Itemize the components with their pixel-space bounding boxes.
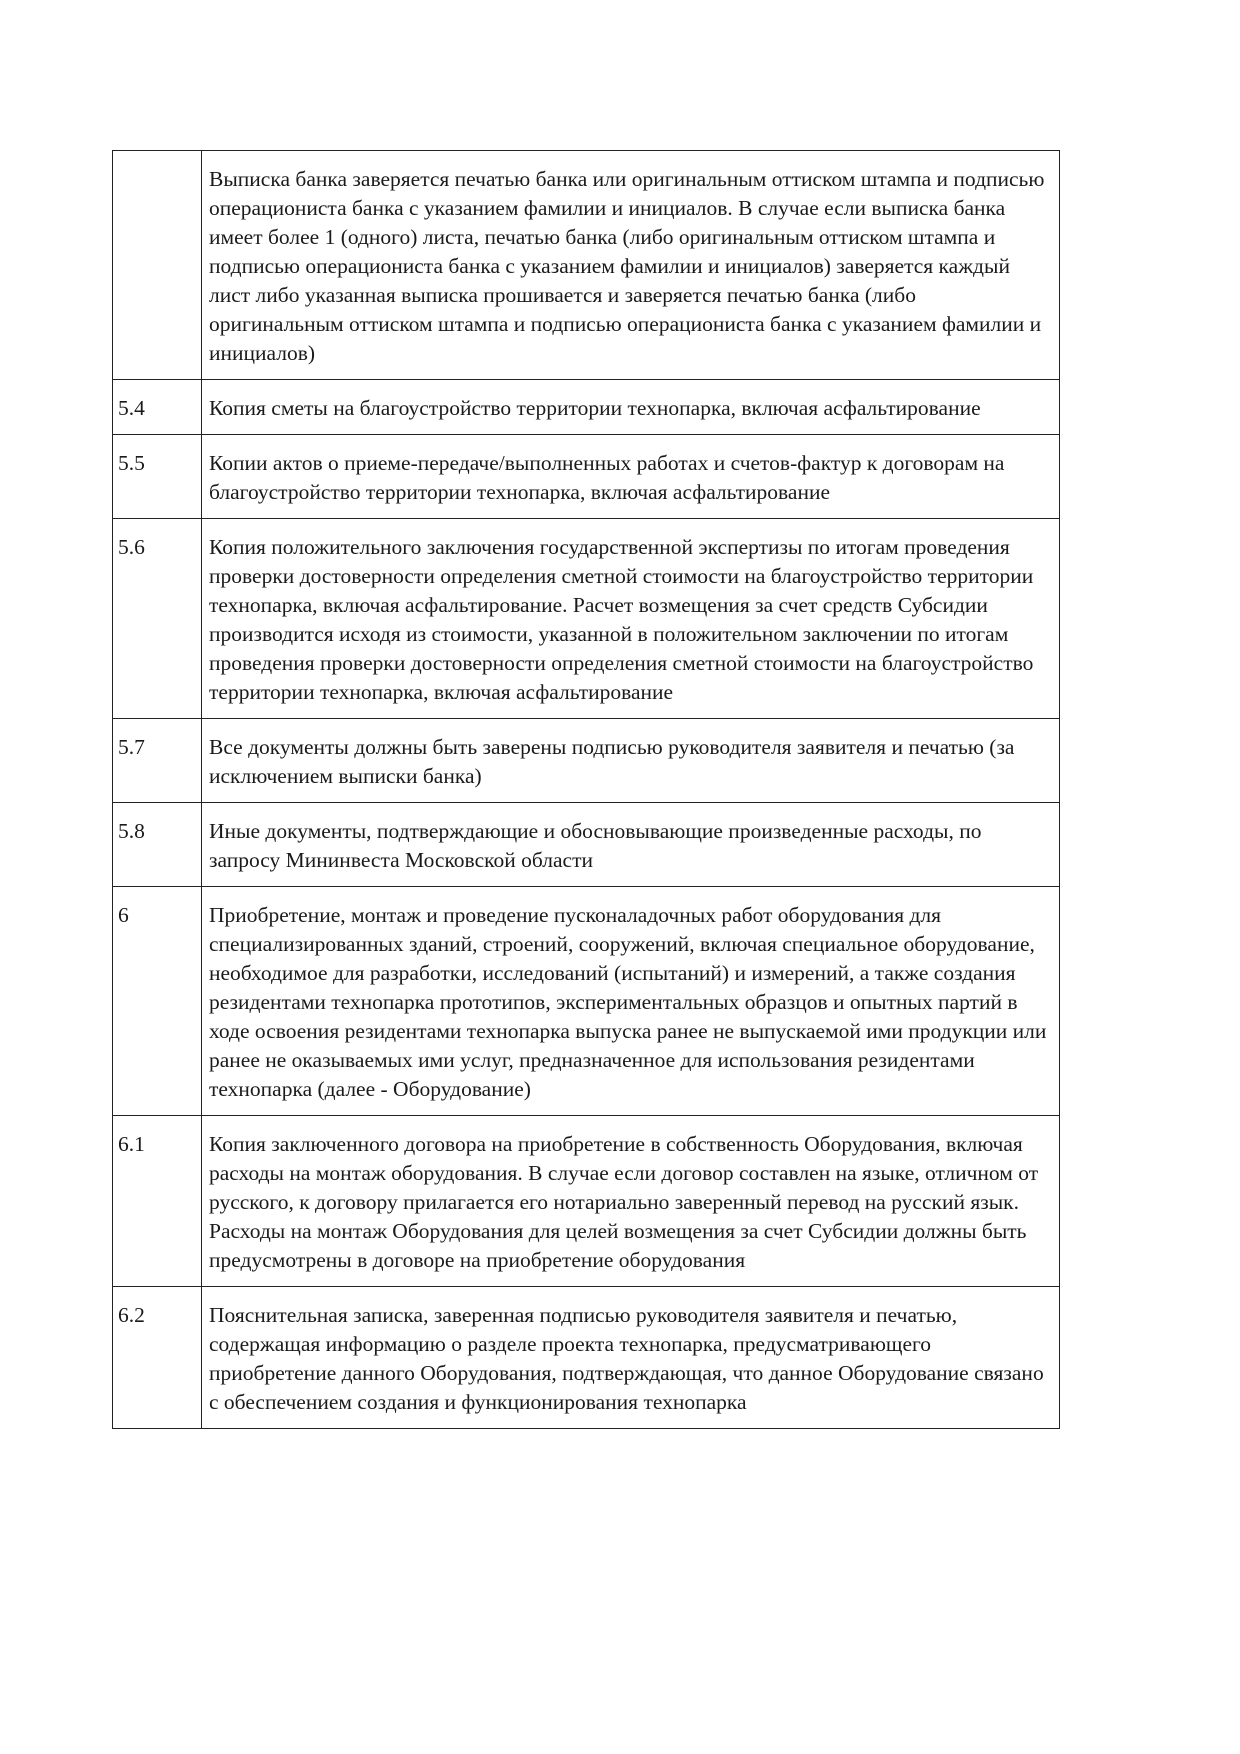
item-number: 5.7 (113, 719, 202, 803)
table-row (113, 719, 1060, 803)
table-row (113, 1116, 1060, 1287)
item-number: 5.8 (113, 803, 202, 887)
documents-table-body (113, 151, 1060, 1429)
item-number: 5.6 (113, 519, 202, 719)
item-description (202, 1287, 1060, 1429)
item-description (202, 435, 1060, 519)
table-row (113, 435, 1060, 519)
item-number: 5.5 (113, 435, 202, 519)
table-row (113, 1287, 1060, 1429)
table-row (113, 380, 1060, 435)
description-paragraph: Копии актов о приеме-передаче/выполненных работах и счетов-фактур к договорам на благоустройство территории технопарка, включая асфальтирование (209, 451, 1005, 504)
table-row (113, 519, 1060, 719)
table-row (113, 151, 1060, 380)
item-number: 5.4 (113, 380, 202, 435)
item-description (202, 151, 1060, 380)
description-paragraph: Выписка банка заверяется печатью банка или оригинальным оттиском штампа и подписью операциониста банка с указанием фамилии и инициалов. В случае если выписка банка имеет более 1 (одного) листа, печатью банка (либо оригинальным оттиском штампа и подписью операциониста банка с указанием фамилии и инициалов) заверяется каждый лист либо указанная выписка прошивается и заверяется печатью банка (либо оригинальным оттиском штампа и подписью операциониста банка с указанием фамилии и инициалов) (209, 167, 1045, 365)
item-number: 6.2 (113, 1287, 202, 1429)
item-description (202, 803, 1060, 887)
description-paragraph: Копия сметы на благоустройство территории технопарка, включая асфальтирование (209, 396, 981, 420)
item-description (202, 887, 1060, 1116)
documents-table (112, 150, 1060, 1429)
description-paragraph: Все документы должны быть заверены подписью руководителя заявителя и печатью (за исключением выписки банка) (209, 735, 1015, 788)
description-paragraph: Иные документы, подтверждающие и обосновывающие произведенные расходы, по запросу Мининвеста Московской области (209, 819, 982, 872)
item-description (202, 519, 1060, 719)
item-number: 6 (113, 887, 202, 1116)
table-row (113, 887, 1060, 1116)
item-description (202, 380, 1060, 435)
table-row (113, 803, 1060, 887)
item-number: 6.1 (113, 1116, 202, 1287)
description-paragraph: Копия положительного заключения государственной экспертизы по итогам проведения проверки достоверности определения сметной стоимости на благоустройство территории технопарка, включая асфальтирование. Расчет возмещения за счет средств Субсидии производится исходя из стоимости, указанной в положительном заключении по итогам проведения проверки достоверности определения сметной стоимости на благоустройство территории технопарка, включая асфальтирование (209, 535, 1034, 704)
description-paragraph: Пояснительная записка, заверенная подписью руководителя заявителя и печатью, содержащая информацию о разделе проекта технопарка, предусматривающего приобретение данного Оборудования, подтверждающая, что данное Оборудование связано с обеспечением создания и функционирования технопарка (209, 1303, 1044, 1414)
item-description (202, 1116, 1060, 1287)
description-paragraph: Копия заключенного договора на приобретение в собственность Оборудования, включая расходы на монтаж оборудования. В случае если договор составлен на языке, отличном от русского, к договору прилагается его нотариально заверенный перевод на русский язык. (209, 1132, 1039, 1214)
item-description (202, 719, 1060, 803)
item-number (113, 151, 202, 380)
description-paragraph: Расходы на монтаж Оборудования для целей возмещения за счет Субсидии должны быть предусмотрены в договоре на приобретение оборудования (209, 1219, 1027, 1272)
description-paragraph: Приобретение, монтаж и проведение пусконаладочных работ оборудования для специализированных зданий, строений, сооружений, включая специальное оборудование, необходимое для разработки, исследований (испытаний) и измерений, а также создания резидентами технопарка прототипов, экспериментальных образцов и опытных партий в ходе освоения резидентами технопарка выпуска ранее не выпускаемой ими продукции или ранее не оказываемых ими услуг, предназначенное для использования резидентами технопарка (далее - Оборудование) (209, 903, 1047, 1101)
